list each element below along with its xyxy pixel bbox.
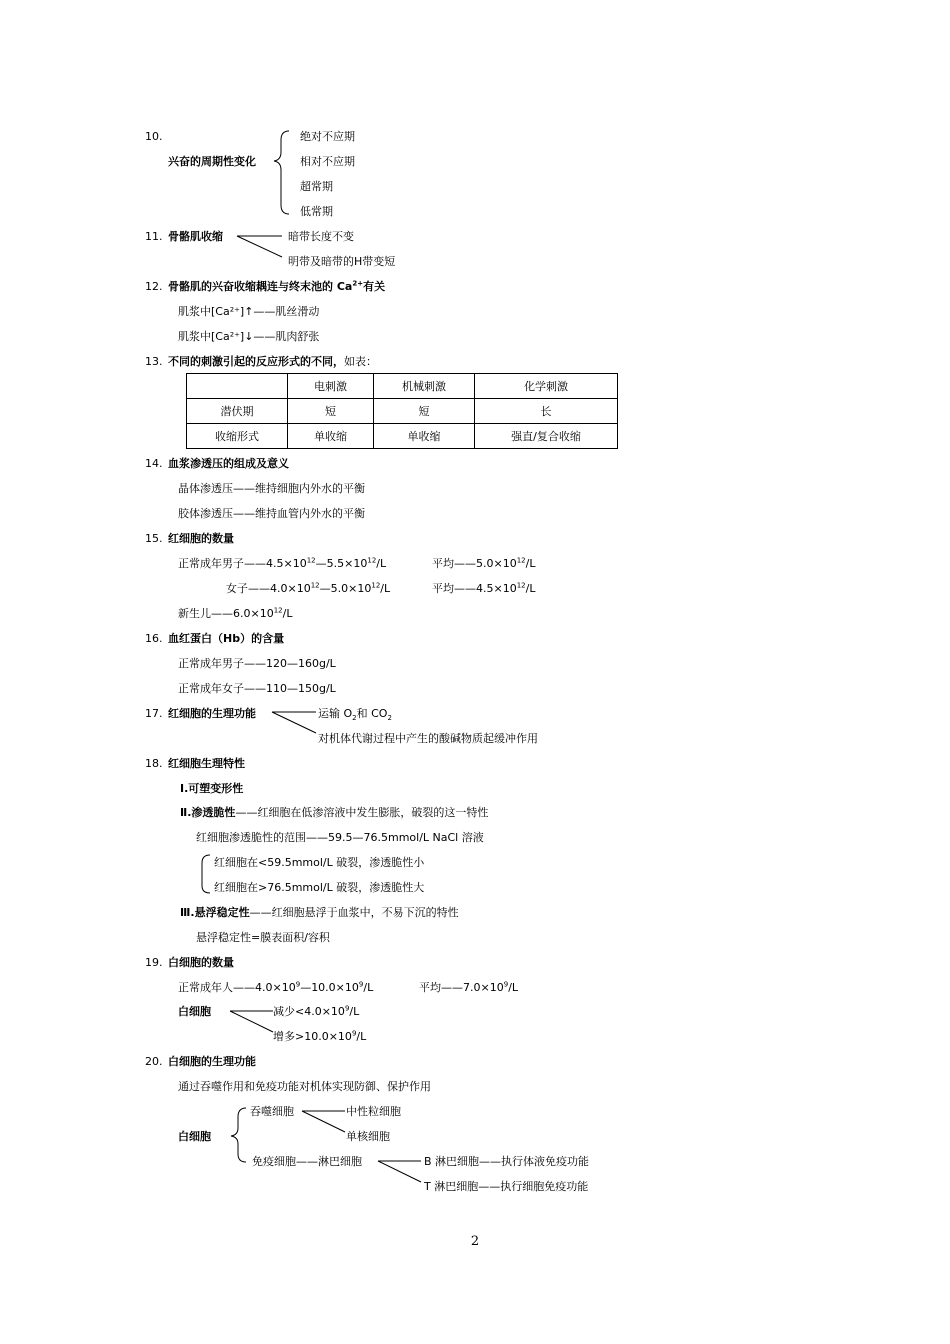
s18-fragility-head: Ⅱ.渗透脆性 (180, 806, 236, 819)
s12-title-part-b: 有关 (363, 280, 386, 293)
table-cell: 潜伏期 (187, 399, 288, 424)
s12-title-part-a: 骨骼肌的兴奋收缩耦连与终末池的 Ca (168, 280, 353, 293)
unit: /L (363, 981, 374, 994)
table-header-cell: 化学刺激 (475, 374, 618, 399)
s20-immune-cell: 免疫细胞——淋巴细胞 (252, 1155, 362, 1168)
s19-normal-a: 正常成年人——4.0×10 (178, 981, 296, 994)
unit: /L (376, 557, 387, 570)
s11-item-dark-band: 暗带长度不变 (288, 230, 354, 243)
s19-average (419, 981, 518, 995)
s15-female-range (226, 582, 390, 596)
subscript: 2 (387, 714, 392, 723)
unit: /L (356, 1030, 367, 1043)
s19-normal-range (178, 981, 373, 995)
section-12-number: 12. (145, 280, 163, 293)
s11-item-light-band: 明带及暗带的H带变短 (288, 255, 396, 268)
table-cell: 短 (288, 399, 374, 424)
table-header-row (187, 374, 618, 399)
exponent: 12 (367, 556, 377, 565)
s20-neutrophil: 中性粒细胞 (346, 1105, 401, 1118)
connector-s11-bottom (237, 236, 282, 257)
s18-stability-formula: 悬浮稳定性=膜表面积/容积 (196, 931, 330, 944)
brace-s18 (202, 855, 210, 893)
s18-stability-head: Ⅲ.悬浮稳定性 (180, 906, 250, 919)
s18-osmotic-fragility (180, 806, 488, 820)
exponent: 9 (503, 980, 509, 989)
s15-male-range (178, 557, 386, 571)
section-20-number: 20. (145, 1055, 163, 1068)
s15-female-avg-prefix: 平均——4.5×10 (432, 582, 517, 595)
unit: /L (508, 981, 519, 994)
s15-male-mid: —5.5×10 (315, 557, 368, 570)
s14-line-crystal: 晶体渗透压——维持细胞内外水的平衡 (178, 482, 365, 495)
section-13-number: 13. (145, 355, 163, 368)
s20-description: 通过吞噬作用和免疫功能对机体实现防御、保护作用 (178, 1080, 431, 1093)
s19-avg-a: 平均——7.0×10 (419, 981, 504, 994)
table-cell: 强直/复合收缩 (475, 424, 618, 449)
s18-fragility-large: 红细胞在>76.5mmol/L 破裂，渗透脆性大 (214, 881, 425, 894)
s20-t-lymphocyte: T 淋巴细胞——执行细胞免疫功能 (424, 1180, 589, 1193)
exponent: 9 (295, 980, 301, 989)
table-cell: 短 (374, 399, 475, 424)
s19-dec-a: 减少<4.0×10 (273, 1005, 345, 1018)
exponent: 12 (516, 581, 526, 590)
section-10-number: 10. (145, 130, 163, 143)
section-12-title (168, 280, 385, 294)
table-cell: 长 (475, 399, 618, 424)
table-row (187, 424, 618, 449)
unit: /L (349, 1005, 360, 1018)
table-row (187, 399, 618, 424)
s19-inc-a: 增多>10.0×10 (273, 1030, 352, 1043)
unit: /L (525, 582, 536, 595)
s10-item-relative-refractory: 相对不应期 (300, 155, 355, 168)
s18-fragility-small: 红细胞在<59.5mmol/L 破裂，渗透脆性小 (214, 856, 425, 869)
s20-wbc-label: 白细胞 (178, 1130, 211, 1143)
s18-plasticity: Ⅰ.可塑变形性 (180, 782, 244, 795)
s17-transport-a: 运输 O (318, 707, 353, 720)
s16-line-male: 正常成年男子——120—160g/L (178, 657, 336, 670)
section-13-title (168, 355, 377, 369)
s13-title-main: 不同的刺激引起的反应形式的不同， (168, 355, 344, 368)
section-17-title: 红细胞的生理功能 (168, 707, 256, 720)
exponent: 12 (273, 606, 283, 615)
s19-normal-b: —10.0×10 (300, 981, 359, 994)
s17-item-buffer: 对机体代谢过程中产生的酸碱物质起缓冲作用 (318, 732, 538, 745)
s10-item-subnormal: 低常期 (300, 205, 333, 218)
subscript: 2 (352, 714, 357, 723)
s18-suspension-stability (180, 906, 459, 920)
section-14-title: 血浆渗透压的组成及意义 (168, 457, 289, 470)
page-number: 2 (470, 1234, 480, 1249)
s12-line-sliding: 肌浆中[Ca²⁺]↑——肌丝滑动 (178, 305, 320, 318)
s15-male-average (432, 557, 535, 571)
section-18-number: 18. (145, 757, 163, 770)
s14-line-colloid: 胶体渗透压——维持血管内外水的平衡 (178, 507, 365, 520)
section-15-title: 红细胞的数量 (168, 532, 234, 545)
brace-s10 (274, 131, 289, 214)
s13-title-tail: 如表： (344, 355, 377, 368)
s18-fragility-tail: ——红细胞在低渗溶液中发生膨胀，破裂的这一特性 (235, 806, 489, 819)
exponent: 12 (371, 581, 381, 590)
connector-s20-phago-bottom (302, 1111, 345, 1132)
table-cell: 单收缩 (374, 424, 475, 449)
exponent: 12 (516, 556, 526, 565)
s12-title-superscript: 2+ (352, 279, 364, 288)
exponent: 9 (351, 1029, 357, 1038)
section-18-title: 红细胞生理特性 (168, 757, 245, 770)
s19-increase (273, 1030, 366, 1044)
s15-female-mid: —5.0×10 (319, 582, 372, 595)
section-14-number: 14. (145, 457, 163, 470)
unit: /L (525, 557, 536, 570)
s15-newborn-prefix: 新生儿——6.0×10 (178, 607, 274, 620)
s10-item-absolute-refractory: 绝对不应期 (300, 130, 355, 143)
connector-s20-immune-bottom (378, 1161, 421, 1182)
section-15-number: 15. (145, 532, 163, 545)
s17-transport-b: 和 CO (356, 707, 388, 720)
s20-b-lymphocyte: B 淋巴细胞——执行体液免疫功能 (424, 1155, 590, 1168)
table-header-cell (187, 374, 288, 399)
s12-line-relax: 肌浆中[Ca²⁺]↓——肌肉舒张 (178, 330, 320, 343)
table-cell: 收缩形式 (187, 424, 288, 449)
connector-s19-bottom (230, 1011, 273, 1032)
s20-phagocyte: 吞噬细胞 (250, 1105, 294, 1118)
section-19-title: 白细胞的数量 (168, 956, 234, 969)
s16-line-female: 正常成年女子——110—150g/L (178, 682, 336, 695)
table-cell: 单收缩 (288, 424, 374, 449)
s20-monocyte: 单核细胞 (346, 1130, 390, 1143)
section-17-number: 17. (145, 707, 163, 720)
table-header-cell: 机械刺激 (374, 374, 475, 399)
exponent: 12 (310, 581, 320, 590)
exponent: 9 (358, 980, 364, 989)
brace-s20 (231, 1108, 246, 1162)
unit: /L (380, 582, 391, 595)
section-11-title: 骨骼肌收缩 (168, 230, 223, 243)
s15-male-prefix: 正常成年男子——4.5×10 (178, 557, 307, 570)
s18-fragility-range: 红细胞渗透脆性的范围——59.5—76.5mmol/L NaCl 溶液 (196, 831, 484, 844)
s17-item-transport (318, 707, 392, 721)
stimulus-comparison-table (186, 373, 618, 449)
s15-female-average (432, 582, 535, 596)
unit: /L (282, 607, 293, 620)
section-11-number: 11. (145, 230, 163, 243)
s15-newborn (178, 607, 292, 621)
s15-female-prefix: 女子——4.0×10 (226, 582, 311, 595)
exponent: 9 (344, 1004, 350, 1013)
s18-stability-tail: ——红细胞悬浮于血浆中，不易下沉的特性 (249, 906, 459, 919)
table-header-cell: 电刺激 (288, 374, 374, 399)
s15-male-avg-prefix: 平均——5.0×10 (432, 557, 517, 570)
s19-wbc-label: 白细胞 (178, 1005, 211, 1018)
s10-item-supernormal: 超常期 (300, 180, 333, 193)
exponent: 12 (306, 556, 316, 565)
section-16-title: 血红蛋白（Hb）的含量 (168, 632, 285, 645)
section-10-title: 兴奋的周期性变化 (168, 155, 256, 168)
s19-decrease (273, 1005, 359, 1019)
section-16-number: 16. (145, 632, 163, 645)
section-20-title: 白细胞的生理功能 (168, 1055, 256, 1068)
connector-s17-bottom (272, 712, 316, 733)
section-19-number: 19. (145, 956, 163, 969)
